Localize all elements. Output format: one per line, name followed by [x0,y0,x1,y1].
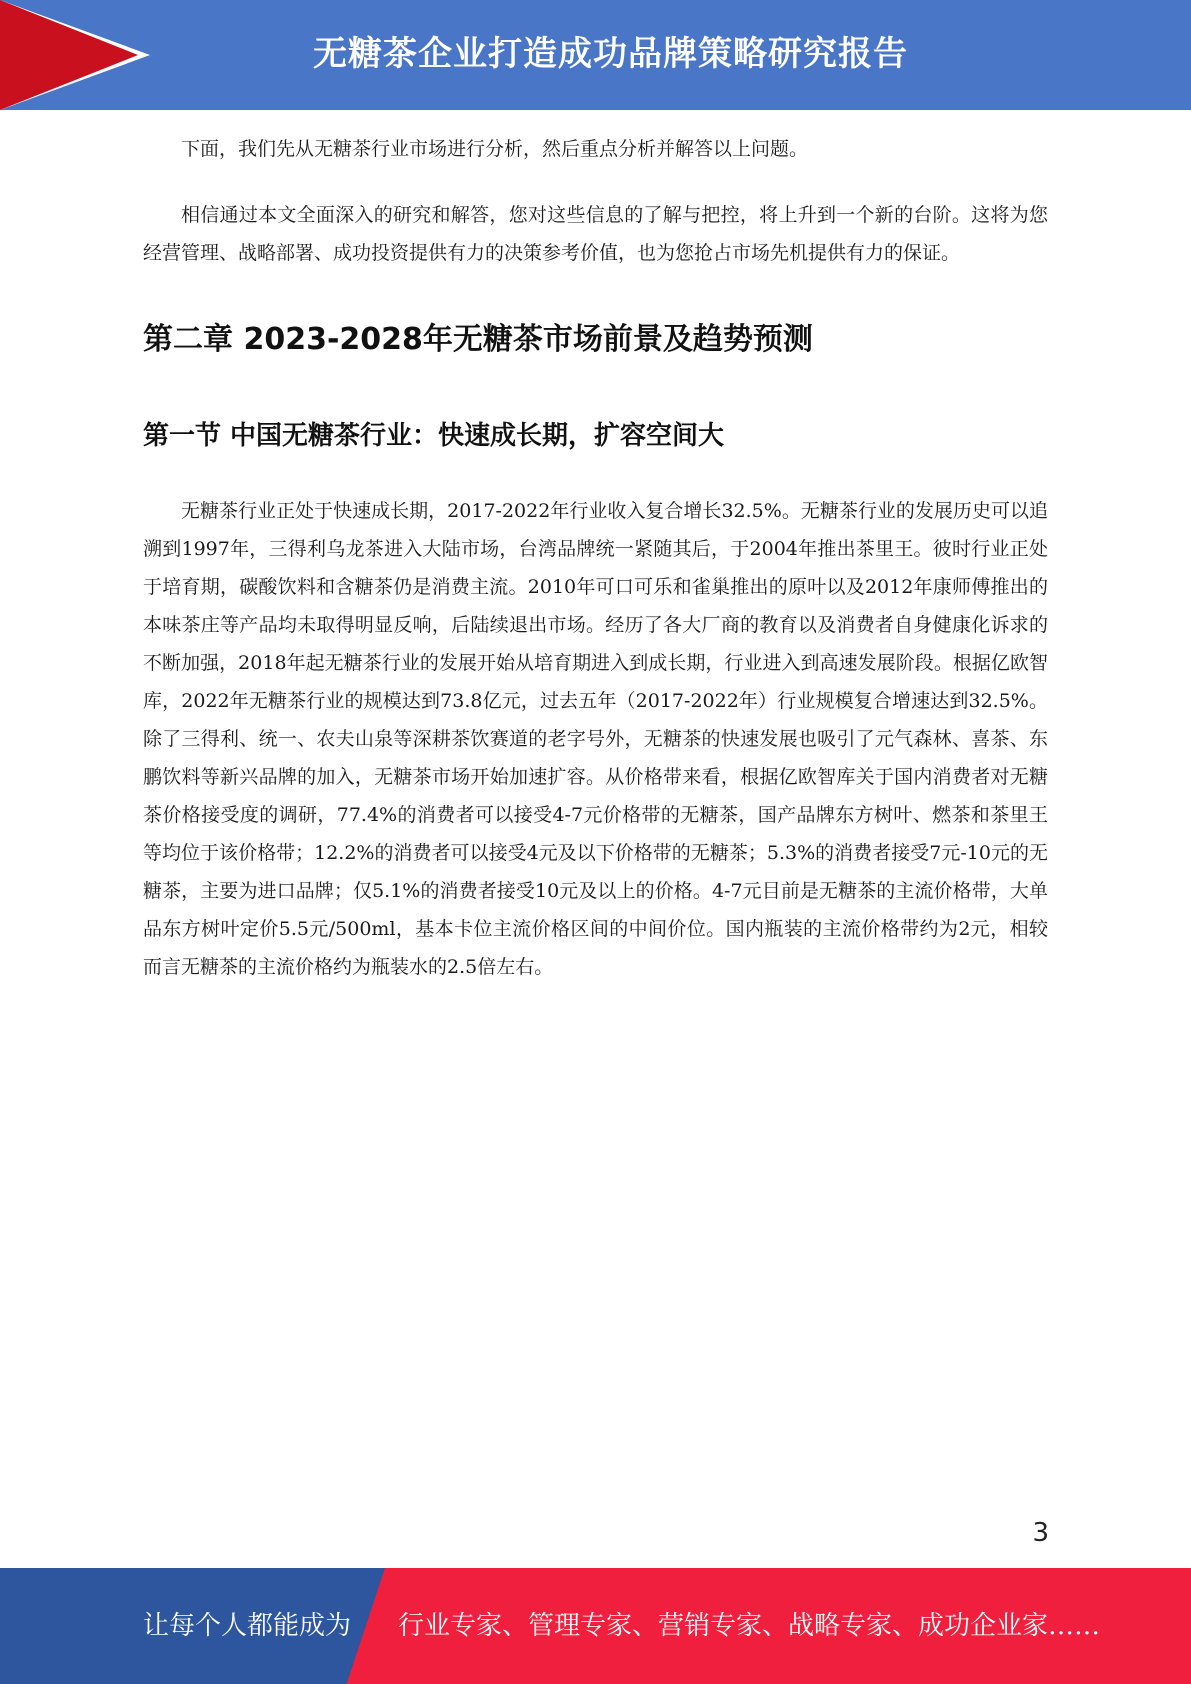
intro-paragraph-1: 下面，我们先从无糖茶行业市场进行分析，然后重点分析并解答以上问题。 [181,138,809,160]
document-body [143,130,1048,986]
intro-paragraph-2: 相信通过本文全面深入的研究和解答，您对这些信息的了解与把控，将上升到一个新的台阶。这将为您经营管理、战略部署、成功投资提供有力的决策参考价值，也为您抢占市场先机提供有力的保证。 [143,204,1048,264]
section-title: 第一节 中国无糖茶行业：快速成长期，扩容空间大 [143,421,725,451]
page-number: 3 [1032,1518,1049,1548]
report-title: 无糖茶企业打造成功品牌策略研究报告 [313,34,908,74]
footer-slogan-right: 行业专家、管理专家、营销专家、战略专家、成功企业家…… [398,1611,1101,1641]
chapter-title: 第二章 2023-2028年无糖茶市场前景及趋势预测 [143,322,813,357]
page-header [0,0,1191,110]
header-red-arrow [0,0,138,110]
footer-slogan-left: 让每个人都能成为 [143,1611,352,1641]
section-paragraph: 无糖茶行业正处于快速成长期，2017-2022年行业收入复合增长32.5%。无糖茶行业的发展历史可以追溯到1997年，三得利乌龙茶进入大陆市场，台湾品牌统一紧随其后，于2004年推出茶里王。彼时行业正处于培育期，碳酸饮料和含糖茶仍是消费主流。2010年可口可乐和雀巢推出的原叶以及2012年康师傅推出的本味茶庄等产品均未取得明显反响，后陆续退出市场。经历了各大厂商的教育以及消费者自身健康化诉求的不断加强，2018年起无糖茶行业的发展开始从培育期进入到成长期，行业进入到高速发展阶段。根据亿欧智库，2022年无糖茶行业的规模达到73.8亿元，过去五年（2017-2022年）行业规模复合增速达到32.5%。除了三得利、统一、农夫山泉等深耕茶饮赛道的老字号外，无糖茶的快速发展也吸引了元气森林、喜茶、东鹏饮料等新兴品牌的加入，无糖茶市场开始加速扩容。从价格带来看，根据亿欧智库关于国内消费者对无糖茶价格接受度的调研，77.4%的消费者可以接受4-7元价格带的无糖茶，国产品牌东方树叶、燃茶和茶里王等均位于该价格带；12.2%的消费者可以接受4元及以下价格带的无糖茶；5.3%的消费者接受7元-10元的无糖茶，主要为进口品牌；仅5.1%的消费者接受10元及以上的价格。4-7元目前是无糖茶的主流价格带，大单品东方树叶定价5.5元/500ml，基本卡位主流价格区间的中间价位。国内瓶装的主流价格带约为2元，相较而言无糖茶的主流价格约为瓶装水的2.5倍左右。 [143,500,1048,978]
page-footer [0,1568,1191,1684]
